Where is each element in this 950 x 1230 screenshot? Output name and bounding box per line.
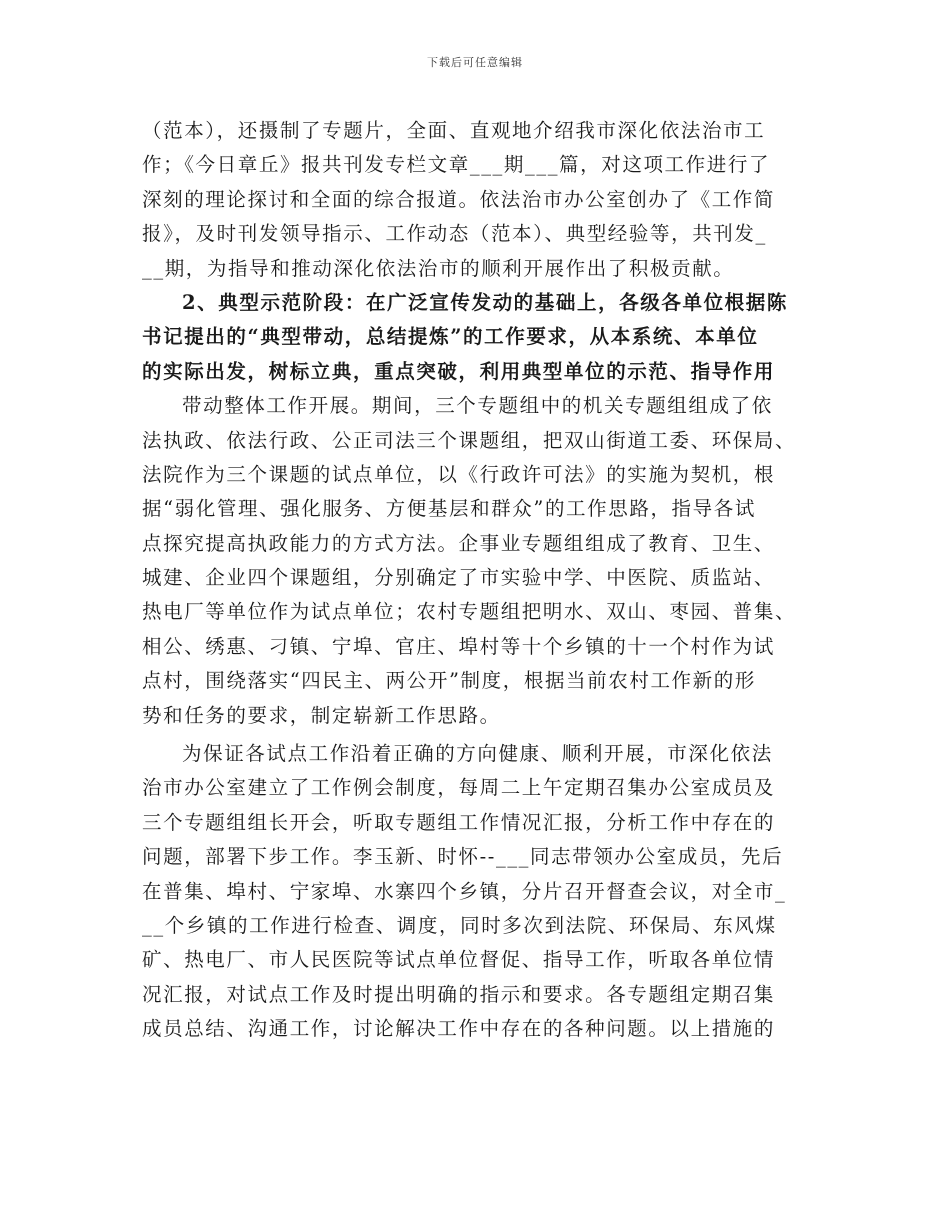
text-line: 点村，围绕落实“四民主、两公开”制度，根据当前农村工作新的形: [142, 669, 756, 693]
text-line: 成员总结、沟通工作，讨论解决工作中存在的各种问题。以上措施的: [142, 1017, 776, 1041]
text-line: 法院作为三个课题的试点单位，以《行政许可法》的实施为契机，根: [142, 462, 776, 486]
text-line: 带动整体工作开展。期间，三个专题组中的机关专题组组成了依: [182, 394, 773, 418]
text-line: 城建、企业四个课题组，分别确定了市实验中学、中医院、质监站、: [142, 566, 776, 590]
text-line: 为保证各试点工作沿着正确的方向健康、顺利开展，市深化依法: [182, 742, 773, 766]
section-heading-typical-demo: [142, 286, 822, 389]
paragraph-meeting-system: [142, 737, 822, 1047]
text-line: 矿、热电厂、市人民医院等试点单位督促、指导工作，听取各单位情: [142, 948, 776, 972]
text-line: 问题，部署下步工作。李玉新、时怀--___同志带领办公室成员，先后: [142, 845, 784, 869]
text-line: 相公、绣惠、刁镇、宁埠、官庄、埠村等十个乡镇的十一个村作为试: [142, 634, 776, 658]
text-line: 况汇报，对试点工作及时提出明确的指示和要求。各专题组定期召集: [142, 982, 776, 1006]
text-line: （范本），还摄制了专题片，全面、直观地介绍我市深化依法治市工: [142, 119, 766, 142]
text-line: 势和任务的要求，制定崭新工作思路。: [142, 703, 501, 727]
text-line: __个乡镇的工作进行检查、调度，同时多次到法院、环保局、东风煤: [142, 913, 777, 937]
paragraph-pilot-work: [142, 389, 822, 733]
text-line: 在普集、埠村、宁家埠、水寨四个乡镇，分片召开督查会议，对全市_: [142, 879, 787, 903]
text-line: 热电厂等单位作为试点单位；农村专题组把明水、双山、枣园、普集、: [142, 600, 797, 624]
text-line: 作；《今日章丘》报共刊发专栏文章___期___篇，对这项工作进行了: [142, 153, 771, 177]
text-line: 点探究提高执政能力的方式方法。企事业专题组组成了教育、卫生、: [142, 531, 776, 555]
document-body: [142, 114, 822, 1047]
text-line: 治市办公室建立了工作例会制度，每周二上午定期召集办公室成员及: [142, 776, 776, 800]
text-line: 据“弱化管理、强化服务、方便基层和群众”的工作思路，指导各试: [142, 497, 756, 521]
heading-line: 的实际出发，树标立典，重点突破，利用典型单位的示范、指导作用: [142, 359, 776, 383]
text-line: 法执政、依法行政、公正司法三个课题组，把双山街道工委、环保局、: [142, 428, 797, 452]
paragraph-continued: [142, 114, 822, 286]
page-header: 下载后可任意编辑: [427, 56, 523, 69]
text-line: 三个专题组组长开会，听取专题组工作情况汇报，分析工作中存在的: [142, 810, 776, 834]
text-line: 报》，及时刊发领导指示、工作动态（范本）、典型经验等，共刊发_: [142, 222, 767, 246]
text-line: 深刻的理论探讨和全面的综合报道。依法治市办公室创办了《工作简: [142, 187, 776, 211]
heading-line: 书记提出的“典型带动，总结提炼”的工作要求，从本系统、本单位: [142, 325, 759, 349]
text-line: __期，为指导和推动深化依法治市的顺利开展作出了积极贡献。: [142, 256, 735, 280]
heading-line: 2、典型示范阶段：在广泛宣传发动的基础上，各级各单位根据陈: [182, 290, 788, 314]
